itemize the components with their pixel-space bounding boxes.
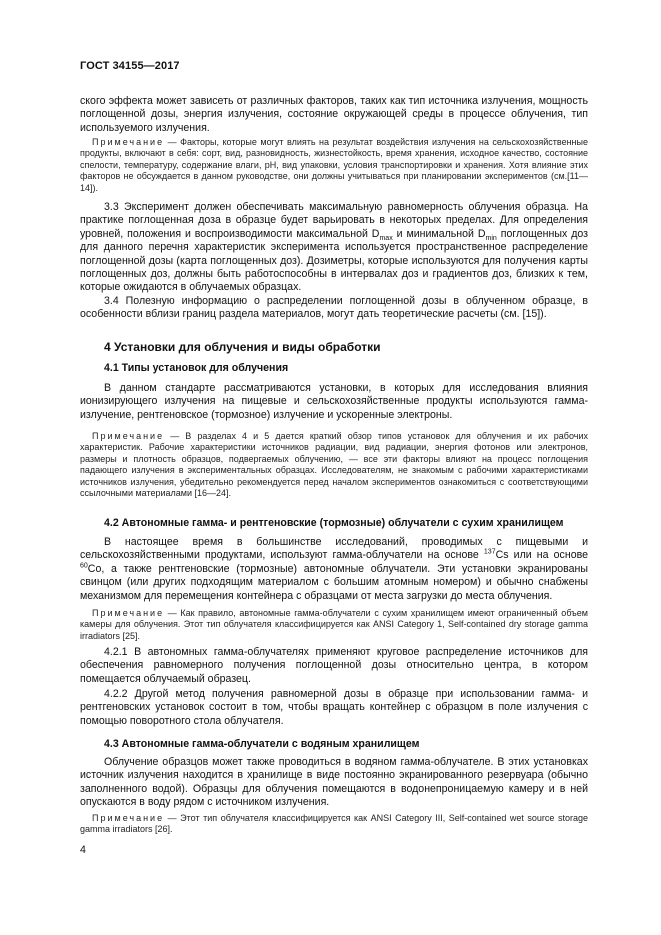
clause-3-4 [80, 295, 588, 322]
subsection-4-3-heading: 4.3 Автономные гамма-облучатели с водяным хранилищем [104, 738, 420, 750]
section-4-heading-block [80, 340, 588, 355]
note-label: Примечание [92, 431, 165, 441]
note-3-text: — Как правило, автономные гамма-облучатели с сухим хранилищем имеют ограниченный объем камеры для облучения. Этот тип облучателя классифицируется как ANSI Category 1, Self-contained dry storage gamma irradiators [25]. [80, 608, 588, 641]
note-label: Примечание [92, 813, 165, 823]
standard-header: ГОСТ 34155—2017 [80, 60, 180, 72]
subsection-4-1-text: В данном стандарте рассматриваются установки, в которых для исследования влияния ионизирующего излучения на пищевые и сельскохозяйственные продукты используются гамма-излучение, рентгеновское (тормозное) излучение и ускоренные электроны. [80, 382, 588, 421]
note-label: Примечание [92, 608, 165, 618]
section-3-continuation [80, 95, 588, 135]
subsection-4-3-text: Облучение образцов может также проводиться в водяном гамма-облучателе. В этих установках источник излучения находится в хранилище в виде постоянно экранированного резервуара (обычно заполненного водой). Образцы для облучения помещаются в водонепроницаемую камеру и в ней опускаются в воду рядом с источником излучения. [80, 756, 588, 809]
subsection-4-2 [80, 536, 588, 603]
superscript-co: 60 [80, 562, 88, 570]
subsection-4-1 [80, 382, 588, 422]
subsection-4-2-text-a: В настоящее время в большинстве исследований, проводимых с пищевыми и сельскохозяйственными продуктами, используют гамма-облучатели на основе [80, 536, 588, 562]
subsection-4-2-text-b: Cs или на основе [495, 549, 588, 562]
clause-3-3-text-c: поглощенных доз для данного перечня характеристик эксперимента используется пространственное распределение поглощенной дозы (карта поглощенных доз). Дозиметры, которые используются для получения карты поглощенных доз, должны быть работоспособны в интервалах доз и градиентов доз, близких к тем, которые ожидаются в облучаемых образцах. [80, 227, 589, 294]
subsection-4-2-text-c: Co, а также рентгеновские (тормозные) автономные облучатели. Эти установки экранированы свинцом (или других подходящим материалом с большим атомным номером) и обычно снабжены механизмом для перемещения контейнера с образцами от места загрузки до места облучения. [80, 562, 588, 602]
note-4 [80, 813, 588, 836]
note-1-text: — Факторы, которые могут влиять на результат воздействия излучения на сельскохозяйственные продукты, включают в себя: сорт, вид, разновидность, жизнестойкость, время хранения, исходное качество, состояние спелости, температуру, содержание влаги, pH, вид упаковки, условия транспортировки и хранения. Хотя влияние этих факторов не обсуждается в данном руководстве, они должны учитываться при планировании экспериментов (см.[11—14]). [80, 137, 588, 193]
clause-3-4-text: 3.4 Полезную информацию о распределении поглощенной дозы в облученном образце, в особенности вблизи границ раздела материалов, могут дать теоретические расчеты (см. [15]). [80, 295, 588, 321]
subsection-4-2-heading-block [80, 517, 588, 530]
subscript-min: min [485, 234, 497, 242]
subsection-4-2-heading: 4.2 Автономные гамма- и рентгеновские (тормозные) облучатели с сухим хранилищем [104, 517, 564, 529]
note-1 [80, 137, 588, 194]
note-3 [80, 608, 588, 642]
subsection-4-1-heading-block [80, 362, 588, 375]
note-4-text: — Этот тип облучателя классифицируется как ANSI Category III, Self-contained wet source storage gamma irradiators [26]. [80, 813, 588, 835]
subsection-4-1-heading: 4.1 Типы установок для облучения [104, 362, 289, 374]
superscript-cs: 137 [483, 548, 496, 556]
note-2 [80, 431, 588, 499]
clause-3-3-text-a: 3.3 Эксперимент должен обеспечивать максимальную равномерность облучения образца. На практике поглощенная доза в образце будет варьировать в некоторых пределах. Для определения уровней, положения и воспроизводимости максимальной D [80, 201, 588, 240]
clause-3-3-text-b: и минимальной D [392, 227, 486, 240]
paragraph-continuation: ского эффекта может зависеть от различных факторов, таких как тип источника излучения, мощность поглощенной дозы, энергия излучения, состояние окружающей среды в процессе облучения, тип используемого излучения. [80, 95, 588, 134]
clause-3-3 [80, 201, 588, 295]
clause-4-2-2 [80, 688, 588, 728]
section-4-heading: 4 Установки для облучения и виды обработки [104, 340, 381, 354]
note-label: Примечание [92, 137, 165, 147]
note-2-text: — В разделах 4 и 5 дается краткий обзор типов установок для облучения и их рабочих характеристик. Рабочие характеристики источников радиации, вид радиации, энергия фотонов или электронов, размеры и плотность образцов, подвергаемых облучению, — все эти факторы влияют на процесс поглощения падающего излучения в экспериментальных образцах. Исследователям, не знакомым с рабочими характеристиками источников излучения, убедительно рекомендуется перед началом экспериментов ознакомиться с соответствующими ссылочными материалами [16—24]. [80, 431, 588, 499]
subsection-4-3-heading-block [80, 738, 588, 751]
subsection-4-3 [80, 756, 588, 810]
subscript-max: max [379, 234, 393, 242]
clause-4-2-1 [80, 646, 588, 686]
page-number: 4 [80, 844, 86, 856]
clause-4-2-2-text: 4.2.2 Другой метод получения равномерной дозы в образце при использовании гамма- и рентгеновских установок состоит в том, чтобы вращать контейнер с образцом в поле излучения с помощью поворотного стола облучателя. [80, 688, 588, 727]
clause-4-2-1-text: 4.2.1 В автономных гамма-облучателях применяют круговое распределение источников для обеспечения равномерного получения поглощенной дозы относительно центра, в котором помещается облучаемый образец. [80, 646, 588, 685]
